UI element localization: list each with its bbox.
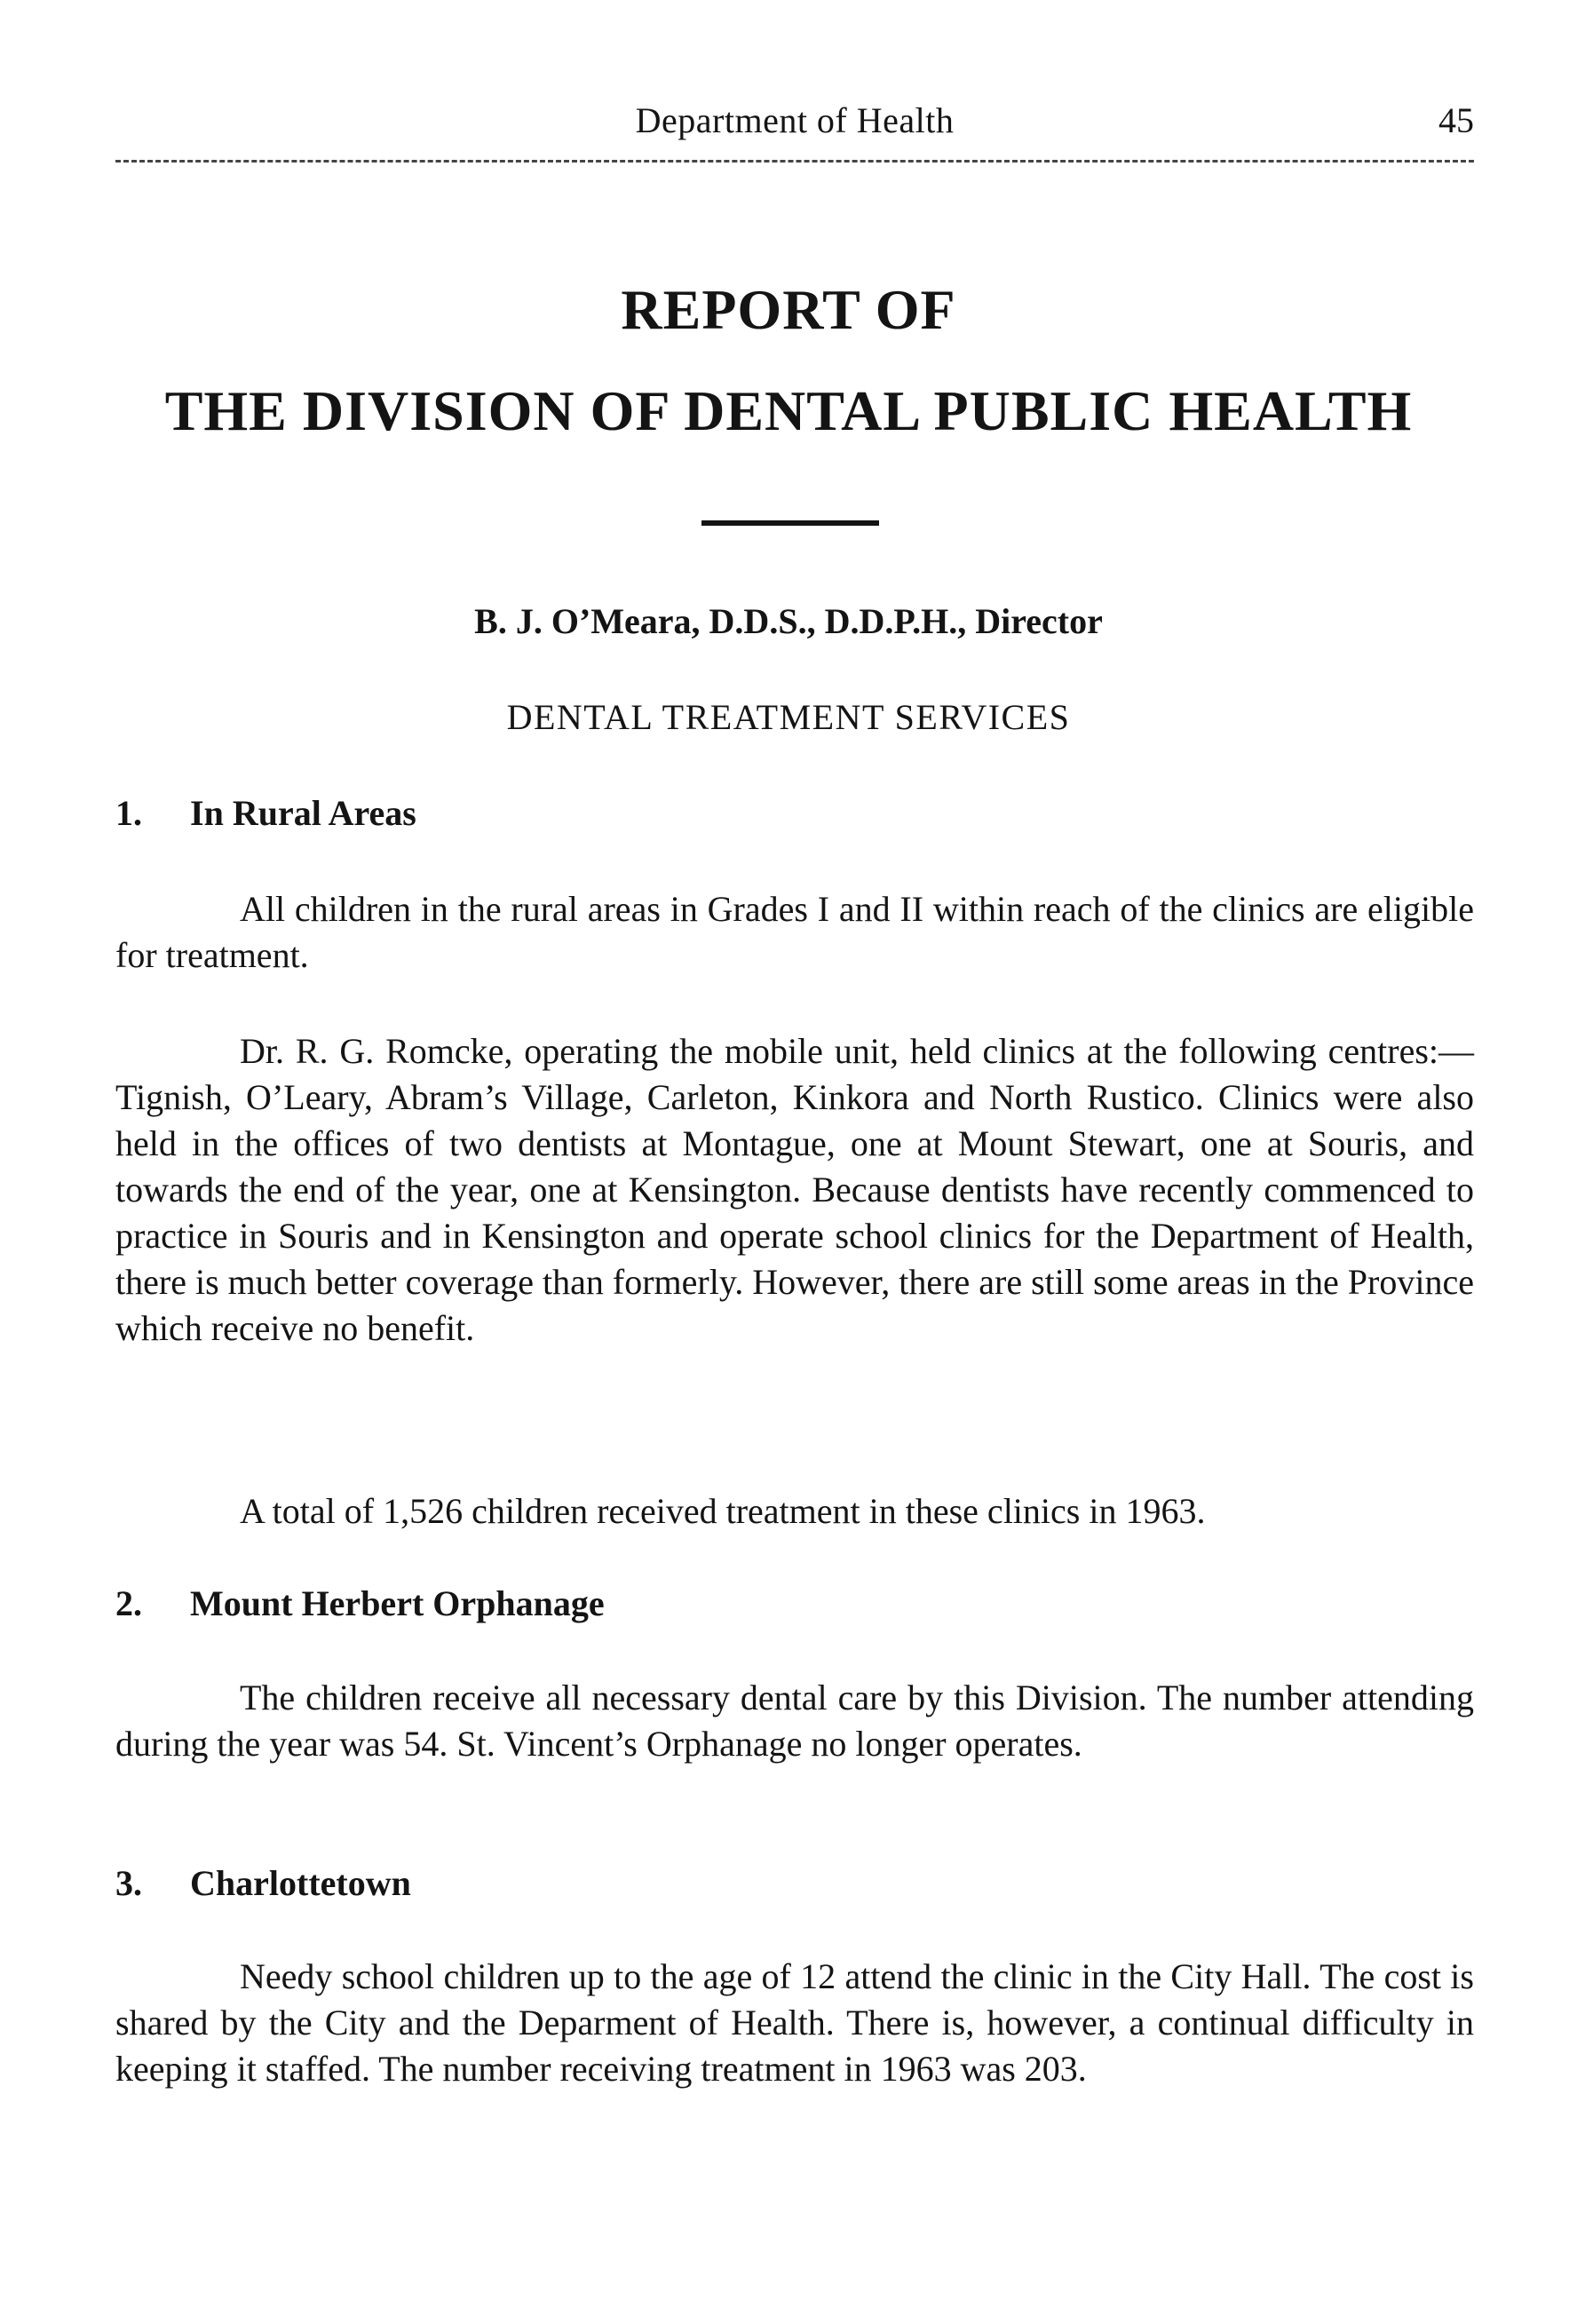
paragraph-charlottetown: Needy school children up to the age of 12 attend the clinic in the City Hall. The cost is shared by the City and the Deparment of Health. There is, however, a continual difficulty in keeping it staffed. The number receiving treatment in 1963 was 203. <box>115 1956 1474 2089</box>
header-divider <box>115 160 1474 163</box>
report-title-line-1: REPORT OF <box>621 278 956 341</box>
section-title: In Rural Areas <box>190 793 416 833</box>
section-title: Charlottetown <box>190 1863 411 1903</box>
page-number: 45 <box>1438 100 1474 140</box>
section-heading-charlottetown <box>115 1862 411 1904</box>
paragraph-orphanage: The children receive all necessary dental care by this Division. The number attending during the year was 54. St. Vincent’s Orphanage no longer operates. <box>115 1678 1474 1764</box>
title-divider <box>701 520 879 526</box>
section-title: Mount Herbert Orphanage <box>190 1583 605 1623</box>
running-header <box>115 99 1474 153</box>
section-heading-orphanage <box>115 1582 605 1624</box>
section-number: 2. <box>115 1583 142 1623</box>
section-number: 3. <box>115 1863 142 1903</box>
services-heading: DENTAL TREATMENT SERVICES <box>506 697 1071 737</box>
director-credit: B. J. O’Meara, D.D.S., D.D.P.H., Director <box>474 601 1103 641</box>
running-title: Department of Health <box>635 100 955 140</box>
paragraph-mobile-clinics: Dr. R. G. Romcke, operating the mobile unit, held clinics at the following centres:—Tignish, O’Leary, Abram’s Village, Carleton, Kinkora and North Rustico. Clinics were also held in the offices of two dentists at Montague, one at Mount Stewart, one at Souris, and towards the end of the year, one at Kensington. Because dentists have recently commenced to practice in Souris and in Kensington and operate school clinics for the Department of Health, there is much better coverage than formerly. However, there are still some areas in the Province which receive no benefit. <box>115 1031 1474 1348</box>
section-number: 1. <box>115 793 142 833</box>
report-title-line-2: THE DIVISION OF DENTAL PUBLIC HEALTH <box>164 379 1413 442</box>
paragraph-rural-total: A total of 1,526 children received treatment in these clinics in 1963. <box>240 1491 1206 1531</box>
section-heading-rural-areas <box>115 792 416 834</box>
paragraph-eligibility: All children in the rural areas in Grades I and II within reach of the clinics are eligible for treatment. <box>115 889 1474 975</box>
